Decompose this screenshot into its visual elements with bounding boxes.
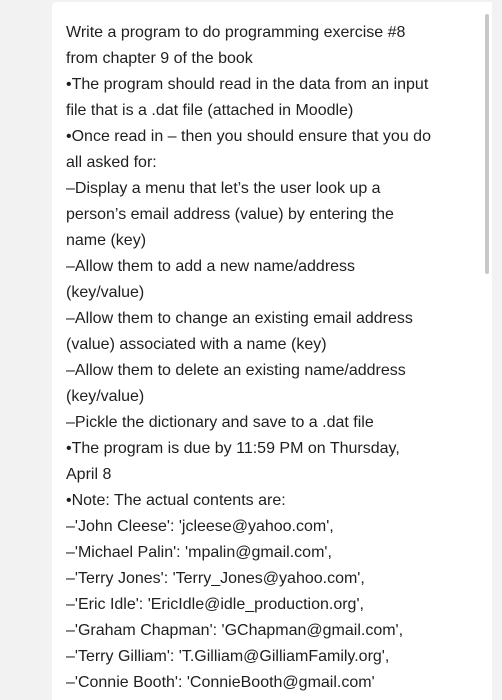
text-line: –'Eric Idle': 'EricIdle@idle_production.org', — [66, 596, 364, 613]
text-line: –Pickle the dictionary and save to a .dat file — [66, 414, 374, 431]
assignment-text — [66, 20, 486, 696]
text-line: –'Terry Gilliam': 'T.Gilliam@GilliamFamily.org', — [66, 648, 390, 665]
text-line: –'Connie Booth': 'ConnieBooth@gmail.com' — [66, 674, 375, 691]
text-line: from chapter 9 of the book — [66, 50, 253, 67]
text-line: –'John Cleese': 'jcleese@yahoo.com', — [66, 518, 334, 535]
text-line: •The program should read in the data from an input — [66, 76, 429, 93]
text-line: –Allow them to add a new name/address — [66, 258, 356, 275]
text-line: –'Graham Chapman': 'GChapman@gmail.com', — [66, 622, 404, 639]
text-line: –Display a menu that let’s the user look up a — [66, 180, 381, 197]
text-line: –Allow them to delete an existing name/address — [66, 362, 406, 379]
text-line: file that is a .dat file (attached in Moodle) — [66, 102, 354, 119]
text-line: –'Terry Jones': 'Terry_Jones@yahoo.com', — [66, 570, 365, 587]
text-line: all asked for: — [66, 154, 157, 171]
text-line: (value) associated with a name (key) — [66, 336, 327, 353]
text-line: (key/value) — [66, 388, 145, 405]
text-line: (key/value) — [66, 284, 145, 301]
text-line: –Allow them to change an existing email address — [66, 310, 413, 327]
text-line: •Once read in – then you should ensure that you do — [66, 128, 431, 145]
text-line: •Note: The actual contents are: — [66, 492, 286, 509]
message-card — [52, 2, 492, 700]
text-line: Write a program to do programming exercise #8 — [66, 24, 406, 41]
text-line: name (key) — [66, 232, 147, 249]
vertical-scrollbar[interactable] — [485, 14, 489, 274]
text-line: April 8 — [66, 466, 112, 483]
text-line: –'Michael Palin': 'mpalin@gmail.com', — [66, 544, 332, 561]
text-line: •The program is due by 11:59 PM on Thursday, — [66, 440, 400, 457]
text-line: person’s email address (value) by entering the — [66, 206, 394, 223]
